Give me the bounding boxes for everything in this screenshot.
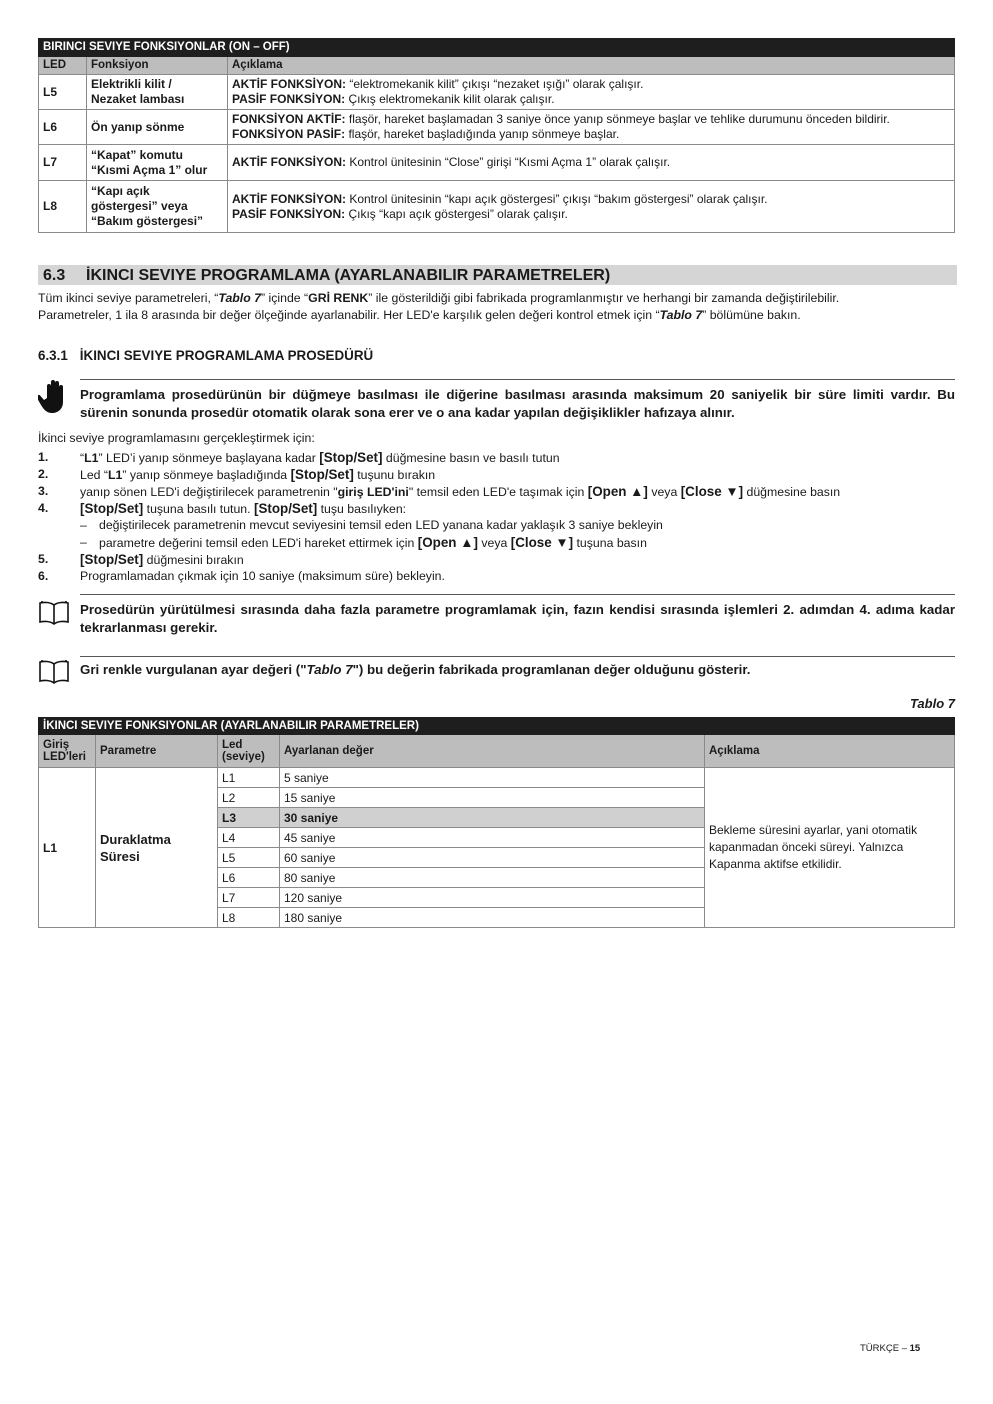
second-level-functions-table (38, 717, 955, 928)
info-note: Prosedürün yürütülmesi sırasında daha fazla parametre programlamak için, fazın kendisi sırasında işlemleri 2. adımdan 4. adıma kadar tekrarlanması gerekir. (80, 602, 955, 635)
value-cell: 80 saniye (280, 868, 705, 888)
warning-note: Programlama prosedürünün bir düğmeye basılması ile diğerine basılması arasında maksimum 20 saniyelik bir süre limiti vardır. Bu sürenin sonunda prosedür otomatik olarak sona erer ve o ana kadar yapılan değişiklikler hafızaya alınır. (80, 387, 955, 420)
subsection-number: 6.3.1 (38, 348, 68, 363)
section-title: İKINCI SEVIYE PROGRAMLAMA (AYARLANABILIR PARAMETRELER) (86, 267, 611, 284)
led-cell: L7 (39, 145, 87, 181)
level-cell: L4 (218, 828, 280, 848)
level-cell: L2 (218, 788, 280, 808)
sub-list-item: – parametre değerini temsil eden LED'i hareket ettirmek için [Open ▲] veya [Close ▼] tuşuna basın (80, 535, 647, 550)
function-cell: “Kapat” komutu “Kısmi Açma 1” olur (87, 145, 228, 181)
value-cell: 60 saniye (280, 848, 705, 868)
info-note: Gri renkle vurgulanan ayar değeri ("Tablo 7") bu değerin fabrikada programlanan değer olduğunu gösterir. (80, 662, 751, 677)
list-item: 4. [Stop/Set] tuşuna basılı tutun. [Stop/Set] tuşu basılıyken: (38, 501, 407, 516)
subsection-heading (38, 348, 373, 363)
footer-language: TÜRKÇE – (860, 1343, 910, 1354)
list-item: 1. “L1” LED’i yanıp sönmeye başlayana kadar [Stop/Set] düğmesine basın ve basılı tutun (38, 450, 560, 465)
sub-list-item: – değiştirilecek parametrenin mevcut seviyesini temsil eden LED yanana kadar yaklaşık 3 saniye bekleyin (80, 518, 663, 532)
table-title: İKINCI SEVIYE FONKSIYONLAR (AYARLANABILIR PARAMETRELER) (39, 718, 955, 735)
led-cell: L8 (39, 181, 87, 233)
page-number: 15 (909, 1343, 921, 1354)
section-heading (38, 265, 957, 285)
divider (80, 594, 955, 595)
list-item: 2. Led “L1” yanıp sönmeye başladığında [Stop/Set] tuşunu bırakın (38, 467, 436, 482)
list-item: 6. Programlamadan çıkmak için 10 saniye (maksimum süre) bekleyin. (38, 569, 445, 583)
first-level-functions-table (38, 38, 955, 233)
subsection-title: İKINCI SEVIYE PROGRAMLAMA PROSEDÜRÜ (79, 348, 374, 363)
level-cell: L5 (218, 848, 280, 868)
table-caption: Tablo 7 (909, 696, 955, 711)
value-cell: 5 saniye (280, 768, 705, 788)
table-row (39, 768, 955, 788)
description-cell: AKTİF FONKSİYON: “elektromekanik kilit” çıkışı “nezaket ışığı” olarak çalışır. PASİF FONKSİYON: Çıkış elektromekanik kilit olarak çalışır. (228, 75, 955, 110)
list-item: 5. [Stop/Set] düğmesini bırakın (38, 552, 244, 567)
value-cell: 45 saniye (280, 828, 705, 848)
divider (80, 656, 955, 657)
open-book-icon (38, 659, 70, 685)
column-header: Ayarlanan değer (280, 735, 705, 768)
list-item: 3. yanıp sönen LED'i değiştirilecek parametrenin "giriş LED'ini" temsil eden LED'e taşımak için [Open ▲] veya [Close ▼] düğmesine basın (38, 484, 841, 499)
table-row (39, 110, 955, 145)
column-header: LED (39, 57, 87, 75)
column-header: Parametre (96, 735, 218, 768)
section-intro: Tüm ikinci seviye parametreleri, “Tablo 7” içinde “GRİ RENK” ile gösterildiği gibi fabrikada programlanmıştır ve herhangi bir zamanda değiştirilebilir. Parametreler, 1 ila 8 arasında bir değer ölçeğinde ayarlanabilir. Her LED'e karşılık gelen değeri kontrol etmek için “Tablo 7” bölümüne bakın. (38, 291, 840, 322)
column-header: Açıklama (228, 57, 955, 75)
input-led-cell: L1 (39, 768, 96, 928)
function-cell: Ön yanıp sönme (87, 110, 228, 145)
level-cell: L6 (218, 868, 280, 888)
description-cell: FONKSİYON AKTİF: flaşör, hareket başlamadan 3 saniye önce yanıp sönmeye başlar ve tehlike durumunu önceden bildirir. FONKSİYON PASİF: flaşör, hareket başladığında yanıp sönmeye başlar. (228, 110, 955, 145)
section-number: 6.3 (43, 267, 66, 284)
level-cell: L7 (218, 888, 280, 908)
hand-stop-icon (38, 378, 70, 414)
level-cell: L8 (218, 908, 280, 928)
description-cell: Bekleme süresini ayarlar, yani otomatik kapanmadan önceki süreyi. Yalnızca Kapanma aktifse etkilidir. (705, 768, 955, 928)
column-header: Açıklama (705, 735, 955, 768)
level-cell: L3 (218, 808, 280, 828)
table-title: BIRINCI SEVIYE FONKSIYONLAR (ON – OFF) (39, 39, 955, 57)
value-cell: 15 saniye (280, 788, 705, 808)
steps-intro: İkinci seviye programlamasını gerçekleştirmek için: (38, 431, 315, 445)
description-cell: AKTİF FONKSİYON: Kontrol ünitesinin “Close” girişi “Kısmi Açma 1” olarak çalışır. (228, 145, 955, 181)
led-cell: L5 (39, 75, 87, 110)
page-footer (860, 1343, 920, 1354)
table-row (39, 181, 955, 233)
value-cell: 120 saniye (280, 888, 705, 908)
description-cell: AKTİF FONKSİYON: Kontrol ünitesinin “kapı açık göstergesi” çıkışı “bakım göstergesi” olarak çalışır. PASİF FONKSİYON: Çıkış “kapı açık göstergesi” olarak çalışır. (228, 181, 955, 233)
function-cell: Elektrikli kilit / Nezaket lambası (87, 75, 228, 110)
value-cell: 180 saniye (280, 908, 705, 928)
open-book-icon (38, 600, 70, 626)
parameter-cell: Duraklatma Süresi (96, 768, 218, 928)
function-cell: “Kapı açık göstergesi” veya “Bakım göstergesi” (87, 181, 228, 233)
level-cell: L1 (218, 768, 280, 788)
table-row (39, 75, 955, 110)
value-cell: 30 saniye (280, 808, 705, 828)
column-header: Led (seviye) (218, 735, 280, 768)
column-header: Giriş LED'leri (39, 735, 96, 768)
led-cell: L6 (39, 110, 87, 145)
table-row (39, 145, 955, 181)
divider (80, 379, 955, 380)
column-header: Fonksiyon (87, 57, 228, 75)
